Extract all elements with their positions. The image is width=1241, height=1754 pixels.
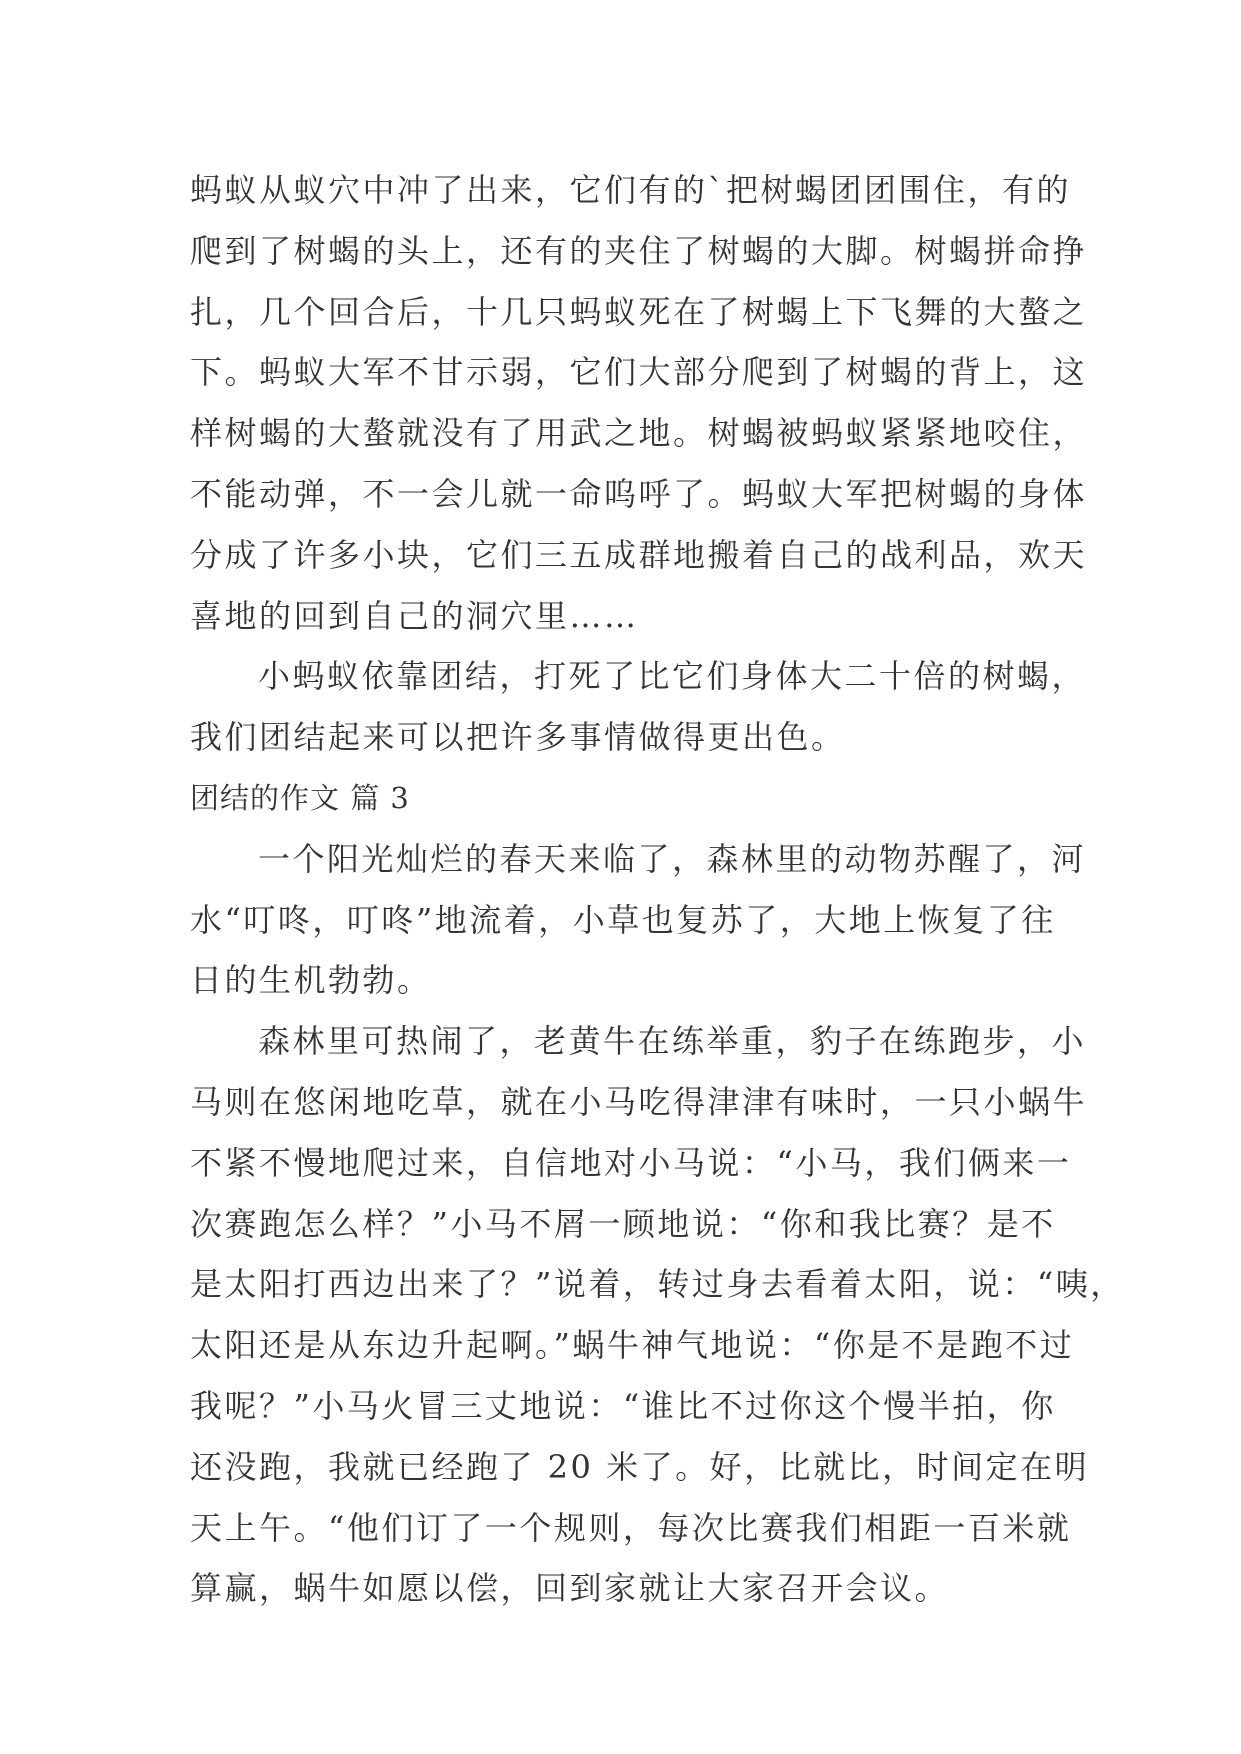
text-line: 不能动弹，不一会儿就一命呜呼了。蚂蚁大军把树蝎的身体: [190, 474, 1088, 513]
paragraph-first-line: 一个阳光灿烂的春天来临了，森林里的动物苏醒了，河: [258, 839, 1087, 878]
text-line: 算赢，蜗牛如愿以偿，回到家就让大家召开会议。: [190, 1569, 950, 1608]
text-line: 喜地的回到自己的洞穴里……: [190, 596, 639, 635]
text-line: 还没跑，我就已经跑了 20 米了。好，比就比，时间定在明: [190, 1447, 1090, 1486]
text-line: 分成了许多小块，它们三五成群地搬着自己的战利品，欢天: [190, 535, 1088, 574]
text-line: 天上午。“他们订了一个规则，每次比赛我们相距一百米就: [190, 1508, 1072, 1547]
text-line: 马则在悠闲地吃草，就在小马吃得津津有味时，一只小蜗牛: [190, 1082, 1088, 1121]
text-line: 日的生机勃勃。: [190, 961, 432, 1000]
text-line: 下。蚂蚁大军不甘示弱，它们大部分爬到了树蝎的背上，这: [190, 353, 1088, 392]
text-line: 扎，几个回合后，十几只蚂蚁死在了树蝎上下飞舞的大螯之: [190, 292, 1088, 331]
text-line: 是太阳打西边出来了？”说着，转过身去看着太阳，说：“咦，: [190, 1265, 1125, 1304]
document-body: [190, 160, 1125, 1619]
text-line: 我呢？”小马火冒三丈地说：“谁比不过你这个慢半拍，你: [190, 1386, 1056, 1425]
section-heading: 团结的作文 篇 3: [190, 780, 410, 815]
text-line: 不紧不慢地爬过来，自信地对小马说：“小马，我们俩来一: [190, 1143, 1072, 1182]
text-line: 我们团结起来可以把许多事情做得更出色。: [190, 718, 846, 757]
paragraph-first-line: 森林里可热闹了，老黄牛在练举重，豹子在练跑步，小: [258, 1022, 1087, 1061]
text-line: 样树蝎的大螯就没有了用武之地。树蝎被蚂蚁紧紧地咬住，: [190, 414, 1088, 453]
text-line: 水“叮咚，叮咚”地流着，小草也复苏了，大地上恢复了往: [190, 900, 1056, 939]
paragraph-first-line: 小蚂蚁依靠团结，打死了比它们身体大二十倍的树蝎，: [258, 657, 1087, 696]
text-line: 次赛跑怎么样？”小马不屑一顾地说：“你和我比赛？是不: [190, 1204, 1056, 1243]
text-line: 太阳还是从东边升起啊。”蜗牛神气地说：“你是不是跑不过: [190, 1326, 1075, 1365]
text-line: 爬到了树蝎的头上，还有的夹住了树蝎的大脚。树蝎拼命挣: [190, 231, 1088, 270]
text-line: 蚂蚁从蚁穴中冲了出来，它们有的`把树蝎团团围住，有的: [190, 171, 1072, 209]
